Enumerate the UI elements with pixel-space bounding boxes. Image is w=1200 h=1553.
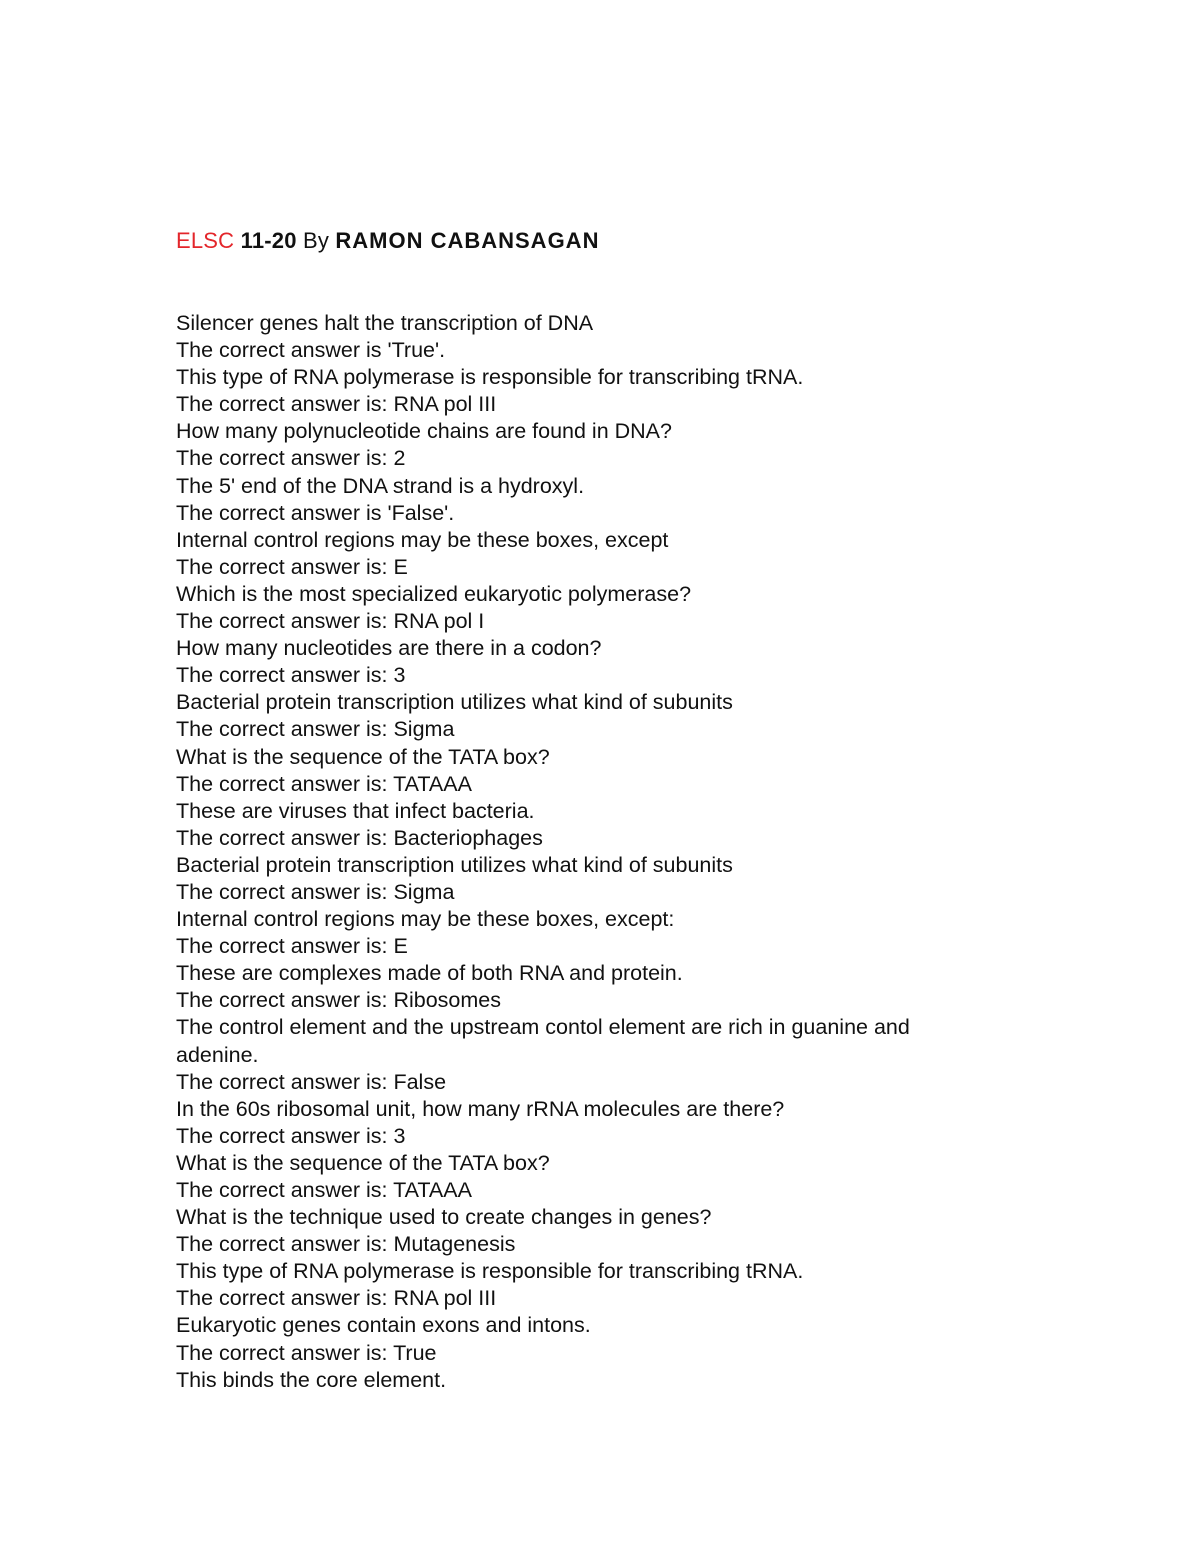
question-answer-list <box>176 310 996 1394</box>
text-line: The correct answer is: RNA pol III <box>176 392 497 417</box>
text-line: The correct answer is: Ribosomes <box>176 988 501 1013</box>
text-line: The correct answer is: True <box>176 1340 437 1365</box>
text-line: This binds the core element. <box>176 1367 447 1392</box>
text-line: The correct answer is: Sigma <box>176 717 455 742</box>
text-line: The correct answer is: E <box>176 934 408 959</box>
text-line: These are complexes made of both RNA and protein. <box>176 961 683 986</box>
text-line: How many polynucleotide chains are found in DNA? <box>176 419 672 444</box>
text-line: The correct answer is: TATAAA <box>176 1178 472 1202</box>
text-line: The correct answer is: Bacteriophages <box>176 825 543 850</box>
text-line: Silencer genes halt the transcription of DNA <box>176 311 594 335</box>
text-line: The 5' end of the DNA strand is a hydroxyl. <box>176 473 585 498</box>
text-line: The control element and the upstream contol element are rich in guanine and <box>176 1015 910 1040</box>
text-line: The correct answer is: 2 <box>176 446 406 471</box>
title-author: RAMON CABANSAGAN <box>335 228 600 253</box>
text-line: The correct answer is: Sigma <box>176 879 455 904</box>
text-line: The correct answer is: RNA pol I <box>176 609 485 634</box>
text-line: In the 60s ribosomal unit, how many rRNA molecules are there? <box>176 1096 785 1121</box>
text-line: adenine. <box>176 1042 259 1067</box>
text-line: What is the sequence of the TATA box? <box>176 1150 550 1175</box>
title-course-code: ELSC <box>176 228 235 253</box>
document-title <box>176 226 599 256</box>
text-line: The correct answer is 'True'. <box>176 338 446 363</box>
title-range: 11-20 <box>240 228 297 253</box>
text-line: The correct answer is: 3 <box>176 663 406 688</box>
text-line: The correct answer is: 3 <box>176 1123 406 1148</box>
text-line: These are viruses that infect bacteria. <box>176 798 535 823</box>
text-line: How many nucleotides are there in a codon? <box>176 636 602 661</box>
text-line: Bacterial protein transcription utilizes what kind of subunits <box>176 690 733 715</box>
text-line: The correct answer is 'False'. <box>176 500 455 525</box>
title-by: By <box>302 228 330 253</box>
text-line: What is the sequence of the TATA box? <box>176 744 550 769</box>
text-line: This type of RNA polymerase is responsible for transcribing tRNA. <box>176 1259 804 1284</box>
text-line: Bacterial protein transcription utilizes what kind of subunits <box>176 852 733 877</box>
text-line: Eukaryotic genes contain exons and intons. <box>176 1313 591 1338</box>
text-line: Internal control regions may be these boxes, except: <box>176 907 675 932</box>
text-line: The correct answer is: Mutagenesis <box>176 1232 516 1257</box>
text-line: This type of RNA polymerase is responsible for transcribing tRNA. <box>176 365 804 390</box>
text-line: The correct answer is: RNA pol III <box>176 1286 497 1311</box>
text-line: Which is the most specialized eukaryotic polymerase? <box>176 581 692 606</box>
text-line: The correct answer is: False <box>176 1069 447 1094</box>
text-line: The correct answer is: TATAAA <box>176 771 472 796</box>
text-line: What is the technique used to create changes in genes? <box>176 1205 712 1230</box>
text-line: Internal control regions may be these boxes, except <box>176 527 669 552</box>
text-line: The correct answer is: E <box>176 554 408 579</box>
